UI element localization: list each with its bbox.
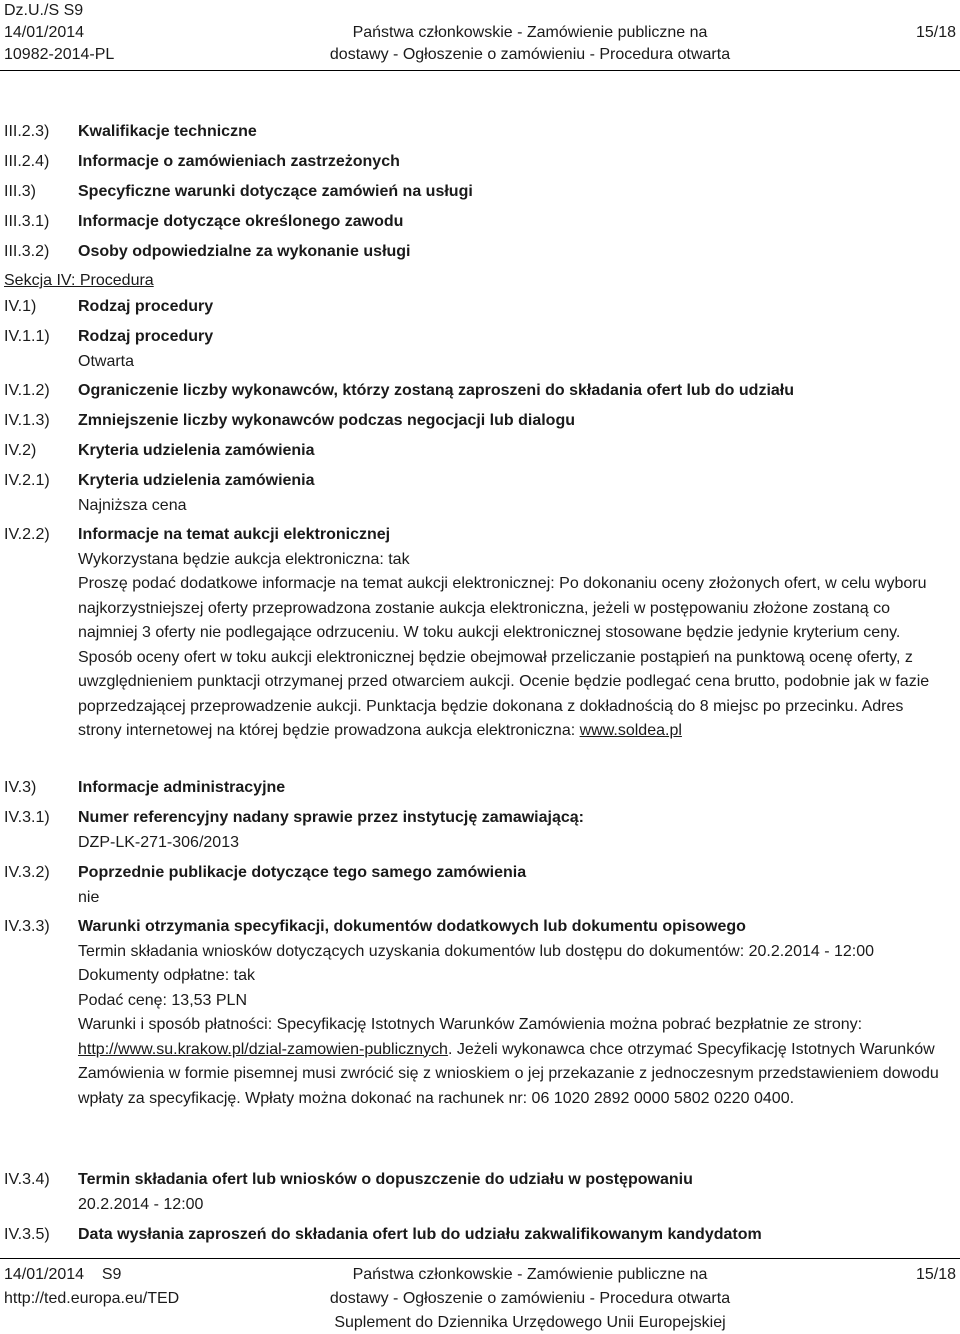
section-number: IV.3.4) <box>4 1171 50 1188</box>
section-number: III.3.1) <box>4 213 50 230</box>
section-heading: Informacje na temat aukcji elektronicznej <box>78 526 391 543</box>
section-number: IV.1.2) <box>4 382 50 399</box>
previous-publications-value: nie <box>78 888 100 906</box>
section-heading: Informacje dotyczące określonego zawodu <box>78 213 404 230</box>
award-criteria-value: Najniższa cena <box>78 496 187 514</box>
payment-text-post: . Jeżeli wykonawca chce otrzymać Specyfikację Istotnych Warunków Zamówienia w formie pisemnej musi zwrócić się z wnioskiem o jej przekazanie z jednoczesnym przedstawieniem dowodu wpłaty za specyfikację. Wpłaty można dokonać na rachunek nr: 06 1020 2892 0000 5802 0220 0400. <box>78 1040 939 1107</box>
section-heading: Rodzaj procedury <box>78 298 214 315</box>
section-number: IV.2.2) <box>4 526 50 543</box>
section-number: III.2.3) <box>4 123 50 140</box>
section-heading: Informacje o zamówieniach zastrzeżonych <box>78 153 400 170</box>
section-number: III.2.4) <box>4 153 50 170</box>
documents-deadline: Termin składania wniosków dotyczących uzyskania dokumentów lub dostępu do dokumentów: 20.2.2014 - 12:00 <box>78 942 875 960</box>
e-auction-used: Wykorzystana będzie aukcja elektroniczna: tak <box>78 550 410 568</box>
documents-paid: Dokumenty odpłatne: tak <box>78 967 255 984</box>
section-heading: Ograniczenie liczby wykonawców, którzy zostaną zaproszeni do składania ofert lub do udziału <box>78 382 794 399</box>
section-heading: Osoby odpowiedzialne za wykonanie usługi <box>78 243 411 260</box>
section-number: III.3.2) <box>4 243 50 260</box>
header-title-line1: Państwa członkowskie - Zamówienie publiczne na <box>352 24 708 41</box>
section-heading: Kwalifikacje techniczne <box>78 123 257 140</box>
footer-rule <box>0 1258 960 1259</box>
journal-ref: Dz.U./S S9 <box>4 2 84 19</box>
section-heading: Warunki otrzymania specyfikacji, dokumentów dodatkowych lub dokumentu opisowego <box>78 918 746 935</box>
footer-title-line1: Państwa członkowskie - Zamówienie publiczne na <box>352 1266 708 1283</box>
e-auction-details <box>78 572 950 744</box>
section-number: IV.3.5) <box>4 1226 50 1243</box>
footer-page-number: 15/18 <box>915 1266 956 1283</box>
section-number: IV.1.3) <box>4 412 50 429</box>
footer-title-line2: dostawy - Ogłoszenie o zamówieniu - Procedura otwarta <box>329 1290 731 1307</box>
section-number: IV.1) <box>4 298 37 315</box>
section-heading: Kryteria udzielenia zamówienia <box>78 442 315 459</box>
section-heading: Poprzednie publikacje dotyczące tego samego zamówienia <box>78 864 527 881</box>
documents-price: Podać cenę: 13,53 PLN <box>78 991 248 1009</box>
section-heading: Termin składania ofert lub wniosków o dopuszczenie do udziału w postępowaniu <box>78 1171 693 1188</box>
section-number: IV.2.1) <box>4 472 50 489</box>
section-heading: Numer referencyjny nadany sprawie przez instytucję zamawiającą: <box>78 809 584 826</box>
footer-title-line3: Suplement do Dziennika Urzędowego Unii Europejskiej <box>334 1314 726 1331</box>
section-heading: Rodzaj procedury <box>78 328 214 345</box>
notice-number: 10982-2014-PL <box>4 46 115 63</box>
section-number: IV.3) <box>4 779 37 796</box>
section-heading: Informacje administracyjne <box>78 779 286 796</box>
header-title-line2: dostawy - Ogłoszenie o zamówieniu - Procedura otwarta <box>329 46 731 63</box>
footer-date-text: 14/01/2014 <box>4 1266 85 1283</box>
section-number: III.3) <box>4 183 37 200</box>
payment-terms <box>78 1013 950 1111</box>
soldea-link[interactable]: www.soldea.pl <box>579 722 682 739</box>
footer-series: S9 <box>101 1266 122 1283</box>
footer-ted-link[interactable]: http://ted.europa.eu/TED <box>4 1290 180 1307</box>
section-number: IV.3.1) <box>4 809 50 826</box>
header-rule <box>0 70 960 71</box>
header-date: 14/01/2014 <box>4 24 85 41</box>
tender-deadline-value: 20.2.2014 - 12:00 <box>78 1195 204 1213</box>
section-number: IV.3.2) <box>4 864 50 881</box>
section-number: IV.2) <box>4 442 37 459</box>
reference-number-value: DZP-LK-271-306/2013 <box>78 833 239 851</box>
e-auction-text: Proszę podać dodatkowe informacje na temat aukcji elektronicznej: Po dokonaniu oceny złożonych ofert, w celu wyboru najkorzystniejszej oferty przeprowadzona zostanie aukcja elektroniczna, jeżeli w postępowaniu złożone zostaną co najmniej 3 oferty nie podlegające odrzuceniu. W toku aukcji elektronicznej stosowane będzie jedynie kryterium ceny. Sposób oceny ofert w toku aukcji elektronicznej będzie obejmował przeliczanie postąpień na punktową ocenę oferty, z uwzględnieniem punktacji otrzymanej przed otwarciem aukcji. Ocenie będzie podlegać cena brutto, podobnie jak w fazie poprzedzającej przeprowadzenie aukcji. Punktacja będzie dokonana z dokładnością do 8 miejsc po przecinku. Adres strony internetowej na której będzie prowadzona aukcja elektroniczna: <box>78 575 930 739</box>
section-heading: Specyficzne warunki dotyczące zamówień na usługi <box>78 183 473 200</box>
header-page-number: 15/18 <box>915 24 956 41</box>
su-krakow-link[interactable]: http://www.su.krakow.pl/dzial-zamowien-publicznych <box>78 1040 448 1058</box>
procedure-type-value: Otwarta <box>78 352 135 370</box>
section-heading: Kryteria udzielenia zamówienia <box>78 472 315 489</box>
section-number: IV.3.3) <box>4 918 50 935</box>
payment-text-pre: Warunki i sposób płatności: Specyfikację Istotnych Warunków Zamówienia można pobrać bezpłatnie ze strony: <box>78 1016 863 1033</box>
section-number: IV.1.1) <box>4 328 50 345</box>
footer-date <box>4 1264 121 1286</box>
section-heading: Zmniejszenie liczby wykonawców podczas negocjacji lub dialogu <box>78 412 575 429</box>
section-heading: Data wysłania zaproszeń do składania ofert lub do udziału zakwalifikowanym kandydatom <box>78 1226 762 1243</box>
section-iv-title: Sekcja IV: Procedura <box>4 272 154 289</box>
